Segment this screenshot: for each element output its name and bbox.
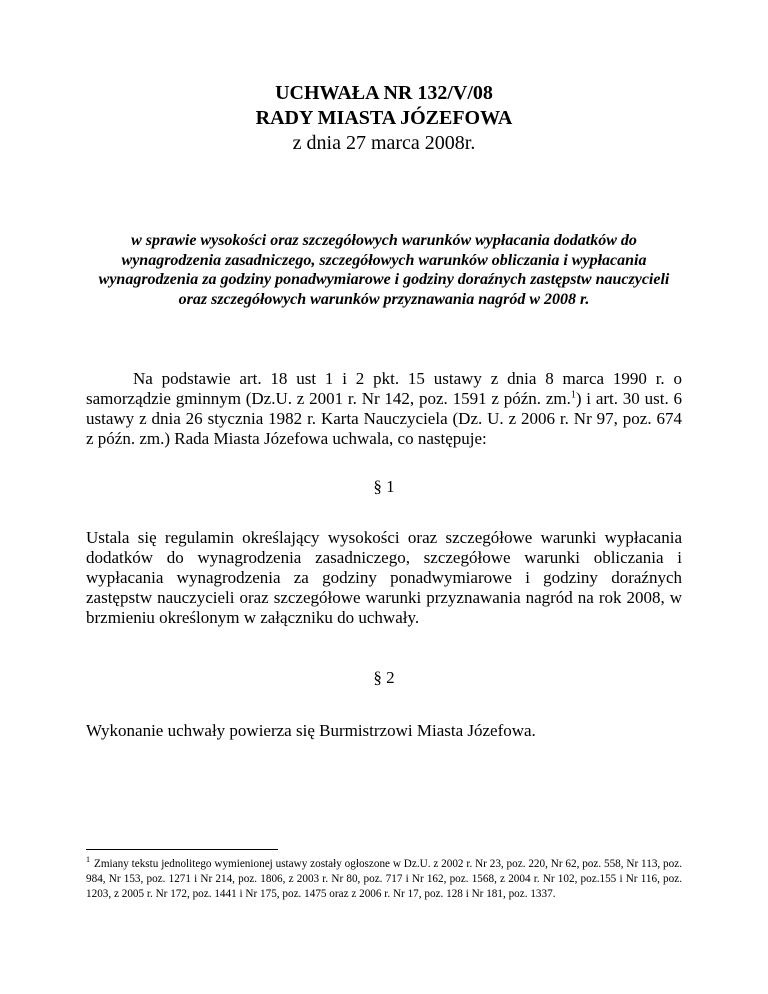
section-1-text: Ustala się regulamin określający wysokości oraz szczegółowe warunki wypłacania dodatków do wynagrodzenia zasadniczego, szczegółowe warunki obliczania i wypłacania wynagrodzenia za godziny ponadwymiarowe i godziny doraźnych zastępstw nauczycieli oraz szczegółowe warunki przyznawania nagród na rok 2008, w brzmieniu określonym w załączniku do uchwały. — [86, 528, 682, 627]
council-name: RADY MIASTA JÓZEFOWA — [255, 107, 513, 129]
legal-basis-paragraph — [86, 369, 682, 449]
footnote-mark: 1 — [86, 855, 90, 865]
footnote-text: Zmiany tekstu jednolitego wymienionej ustawy zostały ogłoszone w Dz.U. z 2002 r. Nr 23, poz. 220, Nr 62, poz. 558, Nr 113, poz. 984, Nr 153, poz. 1271 i Nr 214, poz. 1806, z 2003 r. Nr 80, poz. 717 i Nr 162, poz. 1568, z 2004 r. Nr 102, poz.155 i Nr 116, poz. 1203, z 2005 r. Nr 172, poz. 1441 i Nr 175, poz. 1475 oraz z 2006 r. Nr 17, poz. 128 i Nr 181, poz. 1337. — [86, 858, 682, 900]
legal-basis-text-part2: ) i art. 30 ust. 6 ustawy z dnia 26 stycznia 1982 r. Karta Nauczyciela (Dz. U. z 2006 r. Nr 97, poz. 674 z późn. zm.) Rada Miasta Józefowa uchwala, co następuje: — [86, 389, 682, 448]
resolution-date: z dnia 27 marca 2008r. — [292, 132, 476, 154]
legal-basis-text-part1: Na podstawie art. 18 ust 1 i 2 pkt. 15 ustawy z dnia 8 marca 1990 r. o samorządzie gminnym (Dz.U. z 2001 r. Nr 142, poz. 1591 z późn. zm. — [86, 369, 682, 408]
resolution-subject: w sprawie wysokości oraz szczegółowych warunków wypłacania dodatków do wynagrodzenia zasadniczego, szczegółowych warunków obliczania i wypłacania wynagrodzenia za godziny ponadwymiarowe i godziny doraźnych zastępstw nauczycieli oraz szczegółowych warunków przyznawania nagród w 2008 r. — [98, 232, 670, 308]
footnote — [86, 857, 682, 902]
resolution-header — [0, 81, 768, 156]
section-2-sign: § 2 — [373, 668, 395, 687]
section-2-text: Wykonanie uchwały powierza się Burmistrzowi Miasta Józefowa. — [86, 721, 536, 740]
footnote-reference: 1 — [570, 389, 576, 401]
resolution-number: UCHWAŁA NR 132/V/08 — [275, 82, 493, 104]
footnote-divider — [86, 849, 278, 850]
section-1-sign: § 1 — [373, 477, 395, 496]
